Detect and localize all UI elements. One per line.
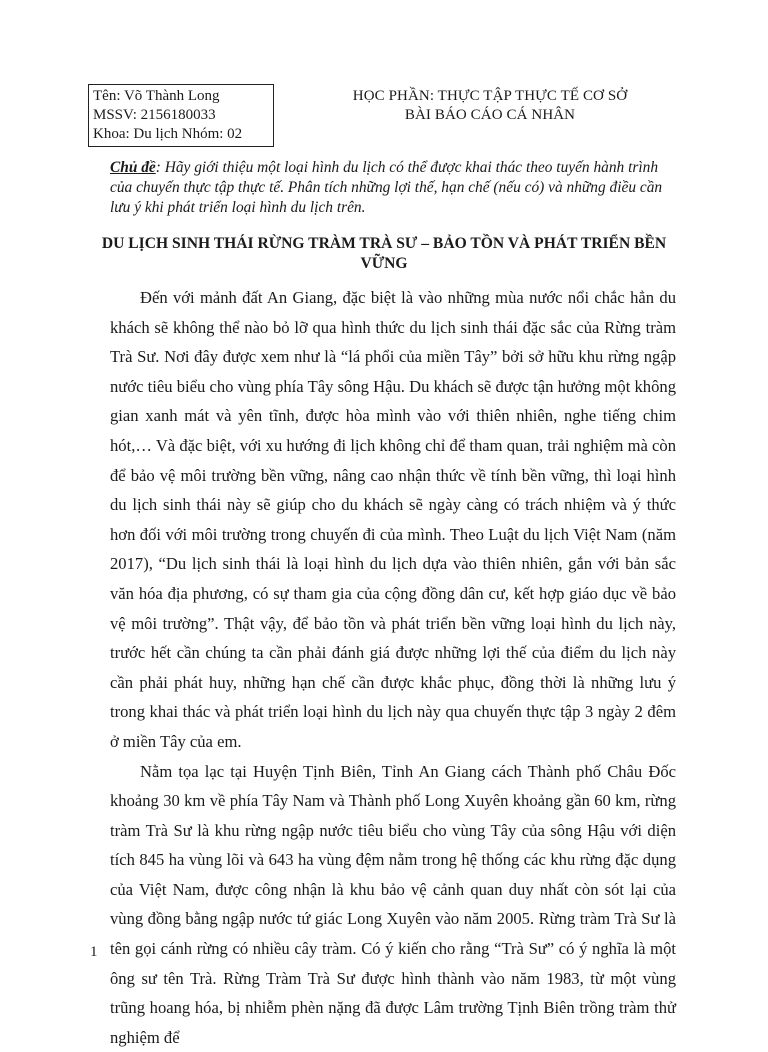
topic-text: : Hãy giới thiệu một loại hình du lịch có thể được khai thác theo tuyến hành trình của chuyến thực tập thực tế. Phân tích những lợi thế, hạn chế (nếu có) và những điều cần lưu ý khi phát triển loại hình du lịch trên. — [110, 159, 662, 216]
course-name: HỌC PHẦN: THỰC TẬP THỰC TẾ CƠ SỞ — [300, 87, 680, 106]
student-faculty: Khoa: Du lịch Nhóm: 02 — [93, 125, 269, 144]
essay-body — [110, 283, 676, 1052]
report-type: BÀI BÁO CÁO CÁ NHÂN — [300, 106, 680, 125]
topic-block — [110, 158, 682, 218]
topic-label: Chủ đề — [110, 159, 156, 176]
student-info-box — [88, 84, 274, 147]
paragraph: Nằm tọa lạc tại Huyện Tịnh Biên, Tỉnh An Giang cách Thành phố Châu Đốc khoảng 30 km về phía Tây Nam và Thành phố Long Xuyên khoảng gần 60 km, rừng tràm Trà Sư là khu rừng ngập nước tiêu biểu cho vùng Tây của sông Hậu với diện tích 845 ha vùng lõi và 643 ha vùng đệm nằm trong hệ thống các khu rừng đặc dụng của Việt Nam, được công nhận là khu bảo vệ cảnh quan duy nhất còn sót lại của vùng đồng bằng ngập nước tứ giác Long Xuyên vào năm 2005. Rừng tràm Trà Sư là tên gọi cánh rừng có nhiều cây tràm. Có ý kiến cho rằng “Trà Sư” có ý nghĩa là một ông sư tên Trà. Rừng Tràm Trà Sư được hình thành vào năm 1983, từ một vùng trũng hoang hóa, bị nhiễm phèn nặng đã được Lâm trường Tịnh Biên trồng tràm thử nghiệm để — [110, 757, 676, 1052]
student-name: Tên: Võ Thành Long — [93, 87, 269, 106]
course-header — [300, 87, 680, 125]
essay-title: DU LỊCH SINH THÁI RỪNG TRÀM TRÀ SƯ – BẢO TỒN VÀ PHÁT TRIỂN BỀN VỮNG — [90, 234, 678, 274]
page-number: 1 — [90, 944, 98, 961]
student-id: MSSV: 2156180033 — [93, 106, 269, 125]
paragraph: Đến với mảnh đất An Giang, đặc biệt là vào những mùa nước nổi chắc hẳn du khách sẽ không thể nào bỏ lỡ qua hình thức du lịch sinh thái đặc sắc của Rừng tràm Trà Sư. Nơi đây được xem như là “lá phổi của miền Tây” bởi sở hữu khu rừng ngập nước tiêu biểu cho vùng phía Tây sông Hậu. Du khách sẽ được tận hưởng một không gian xanh mát và yên tĩnh, được hòa mình vào với thiên nhiên, nghe tiếng chim hót,… Và đặc biệt, với xu hướng đi lịch không chỉ để tham quan, trải nghiệm mà còn để bảo vệ môi trường bền vững, nâng cao nhận thức về tính bền vững, thì loại hình du lịch sinh thái này sẽ giúp cho du khách sẽ ngày càng có trách nhiệm và ý thức hơn đối với môi trường trong chuyến đi của mình. Theo Luật du lịch Việt Nam (năm 2017), “Du lịch sinh thái là loại hình du lịch dựa vào thiên nhiên, gắn với bản sắc văn hóa địa phương, có sự tham gia của cộng đồng dân cư, kết hợp giáo dục về bảo vệ môi trường”. Thật vậy, để bảo tồn và phát triển bền vững loại hình du lịch này, trước hết cần chúng ta cần phải đánh giá được những lợi thế của điểm du lịch này cần phải phát huy, những hạn chế cần được khắc phục, đồng thời là những lưu ý trong khai thác và phát triển loại hình du lịch này qua chuyến thực tập 3 ngày 2 đêm ở miền Tây của em. — [110, 283, 676, 757]
